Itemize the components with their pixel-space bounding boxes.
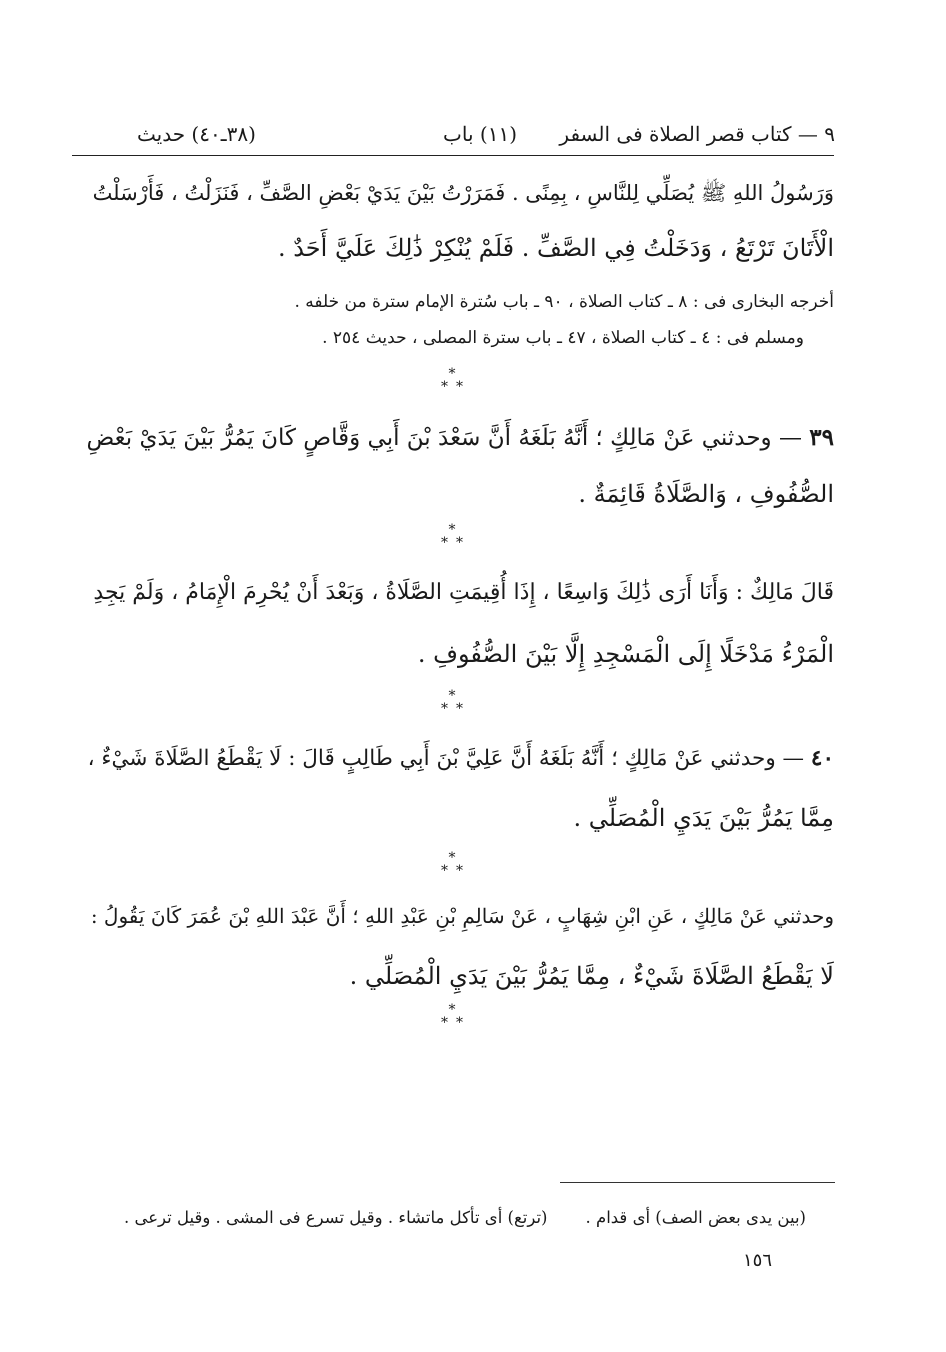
- hadith-range: (٣٨ـ٤٠) حديث: [137, 122, 256, 146]
- header-rule: [72, 155, 834, 156]
- chapter-title: ٩ — كتاب قصر الصلاة فى السفر: [559, 122, 835, 146]
- text-line: قَالَ مَالِكٌ : وَأَنَا أَرَى ذَٰلِكَ وَاسِعًا ، إِذَا أُقِيمَتِ الصَّلَاةُ ، وَبَعْدَ أَنْ يُحْرِمَ الْإِمَامُ ، وَلَمْ يَجِدِ: [93, 580, 834, 605]
- footnote-rule: [560, 1182, 835, 1183]
- page-number: ١٥٦: [743, 1250, 773, 1271]
- text-line: الصُّفُوفِ ، وَالصَّلَاةُ قَائِمَةٌ .: [578, 480, 834, 508]
- text-line: [88, 746, 834, 771]
- hadith-number: ٣٩: [809, 424, 834, 451]
- text-line: وحدثني عَنْ مَالِكٍ ، عَنِ ابْنِ شِهَابٍ ، عَنْ سَالِمِ بْنِ عَبْدِ اللهِ ؛ أَنَّ عَبْدَ اللهِ بْنَ عُمَرَ كَانَ يَقُولُ :: [90, 904, 834, 928]
- text-line: [87, 424, 835, 451]
- footnote: [124, 1208, 806, 1227]
- hadith-number: ٤٠: [810, 746, 834, 771]
- separator-stars: * **: [441, 1002, 471, 1031]
- text-line: الْمَرْءُ مَدْخَلًا إِلَى الْمَسْجِدِ إِلَّا بَيْنَ الصُّفُوفِ .: [417, 640, 834, 668]
- citation-line: ومسلم فى : ٤ ـ كتاب الصلاة ، ٤٧ ـ باب سترة المصلى ، حديث ٢٥٤ .: [322, 328, 804, 348]
- bab-label: (١١) باب: [443, 122, 517, 146]
- text-line: مِمَّا يَمُرُّ بَيْنَ يَدَيِ الْمُصَلِّي .: [573, 804, 834, 832]
- separator-stars: * **: [441, 688, 471, 717]
- hadith-text: — وحدثني عَنْ مَالِكٍ ؛ أَنَّهُ بَلَغَهُ أَنَّ سَعْدَ بْنَ أَبِي وَقَّاصٍ كَانَ يَمُرُّ بَيْنَ يَدَيْ بَعْضِ: [86, 425, 802, 451]
- footnote-part-2: (ترتع) أى تأكل ماتشاء . وقيل تسرع فى المشى . وقيل ترعى .: [123, 1208, 548, 1227]
- separator-stars: * **: [441, 522, 471, 551]
- separator-stars: * **: [441, 850, 471, 879]
- citation-line: أخرجه البخارى فى : ٨ ـ كتاب الصلاة ، ٩٠ ـ باب سُترة الإمام سترة من خلفه .: [294, 292, 834, 312]
- hadith-text: — وحدثني عَنْ مَالِكٍ ؛ أَنَّهُ بَلَغَهُ أَنَّ عَلِيَّ بْنَ أَبِي طَالِبٍ قَالَ : لَا يَقْطَعُ الصَّلَاةَ شَيْءٌ ،: [87, 746, 805, 771]
- text-line: الْأَتَانَ تَرْتَعُ ، وَدَخَلْتُ فِي الصَّفِّ . فَلَمْ يُنْكِرْ ذَٰلِكَ عَلَيَّ أَحَدٌ .: [277, 234, 834, 262]
- text-line: لَا يَقْطَعُ الصَّلَاةَ شَيْءٌ ، مِمَّا يَمُرُّ بَيْنَ يَدَيِ الْمُصَلِّي .: [349, 962, 834, 990]
- page-header: [75, 118, 835, 154]
- text-line: وَرَسُولُ اللهِ ﷺ يُصَلِّي لِلنَّاسِ ، بِمِنًى . فَمَرَرْتُ بَيْنَ يَدَيْ بَعْضِ الصَّفِّ ، فَنَزَلْتُ ، فَأَرْسَلْتُ: [92, 181, 834, 205]
- separator-stars: * **: [441, 366, 471, 395]
- footnote-part-1: (بين يدى بعض الصف) أى قدام .: [585, 1208, 806, 1227]
